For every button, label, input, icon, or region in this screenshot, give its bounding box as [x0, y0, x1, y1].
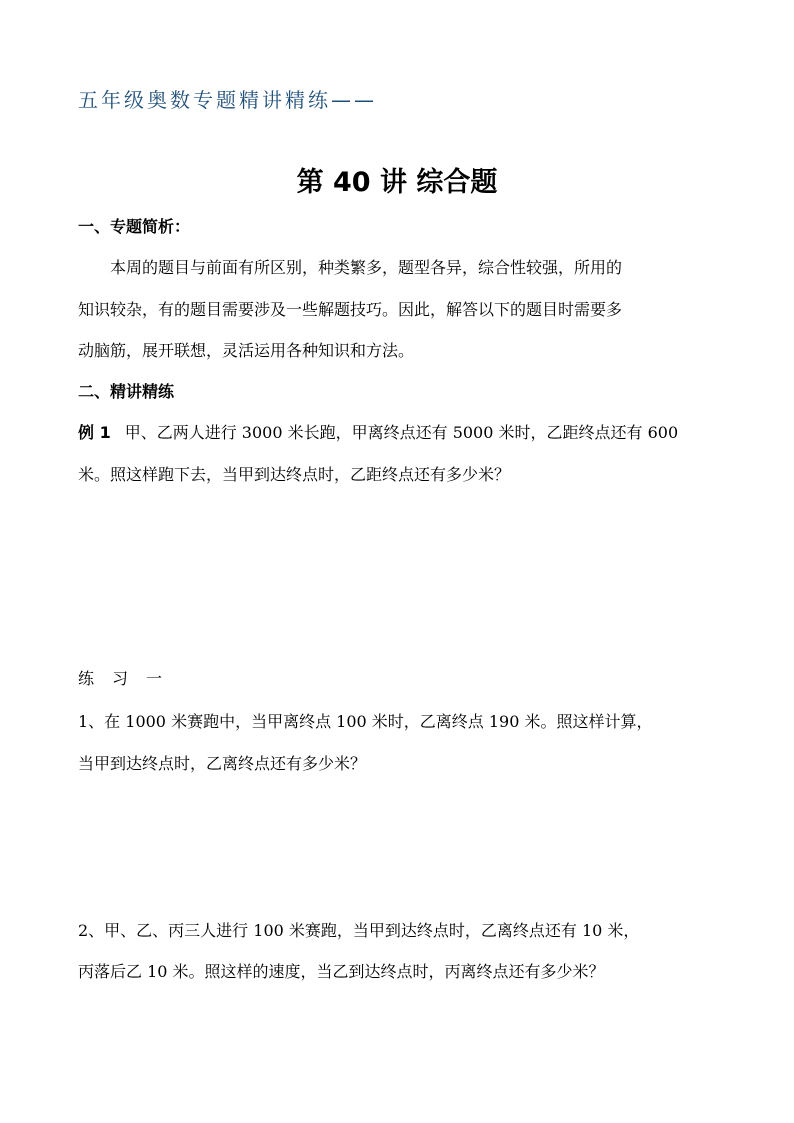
section-heading-practice: 二、精讲精练 [78, 382, 175, 401]
analysis-paragraph-line-3: 动脑筋，展开联想，灵活运用各种知识和方法。 [78, 341, 415, 360]
example-1-text: 甲、乙两人进行 3000 米长跑，甲离终点还有 5000 米时，乙距终点还有 600 [124, 423, 679, 442]
exercise-1-label: 练习一 [78, 669, 181, 688]
example-1-line-2: 米。照这样跑下去，当甲到达终点时，乙距终点还有多少米？ [78, 465, 511, 484]
example-1-line-1 [78, 420, 678, 443]
example-1-label: 例 1 [78, 423, 111, 442]
series-title: 五年级奥数专题精讲精练—— [78, 88, 377, 112]
exercise-1-question-2-line-2: 丙落后乙 10 米。照这样的速度，当乙到达终点时，丙离终点还有多少米？ [78, 962, 605, 981]
analysis-paragraph-line-2: 知识较杂，有的题目需要涉及一些解题技巧。因此，解答以下的题目时需要多 [78, 300, 623, 319]
analysis-paragraph-line-1: 本周的题目与前面有所区别，种类繁多，题型各异，综合性较强，所用的 [110, 258, 623, 277]
exercise-1-question-2-line-1: 2、甲、乙、丙三人进行 100 米赛跑，当甲到达终点时，乙离终点还有 10 米， [78, 921, 640, 940]
section-heading-analysis: 一、专题简析： [78, 217, 191, 236]
lecture-title: 第 40 讲 综合题 [296, 167, 498, 198]
exercise-1-question-1-line-1: 1、在 1000 米赛跑中，当甲离终点 100 米时，乙离终点 190 米。照这样计算， [78, 712, 653, 731]
exercise-1-question-1-line-2: 当甲到达终点时，乙离终点还有多少米？ [78, 754, 367, 773]
